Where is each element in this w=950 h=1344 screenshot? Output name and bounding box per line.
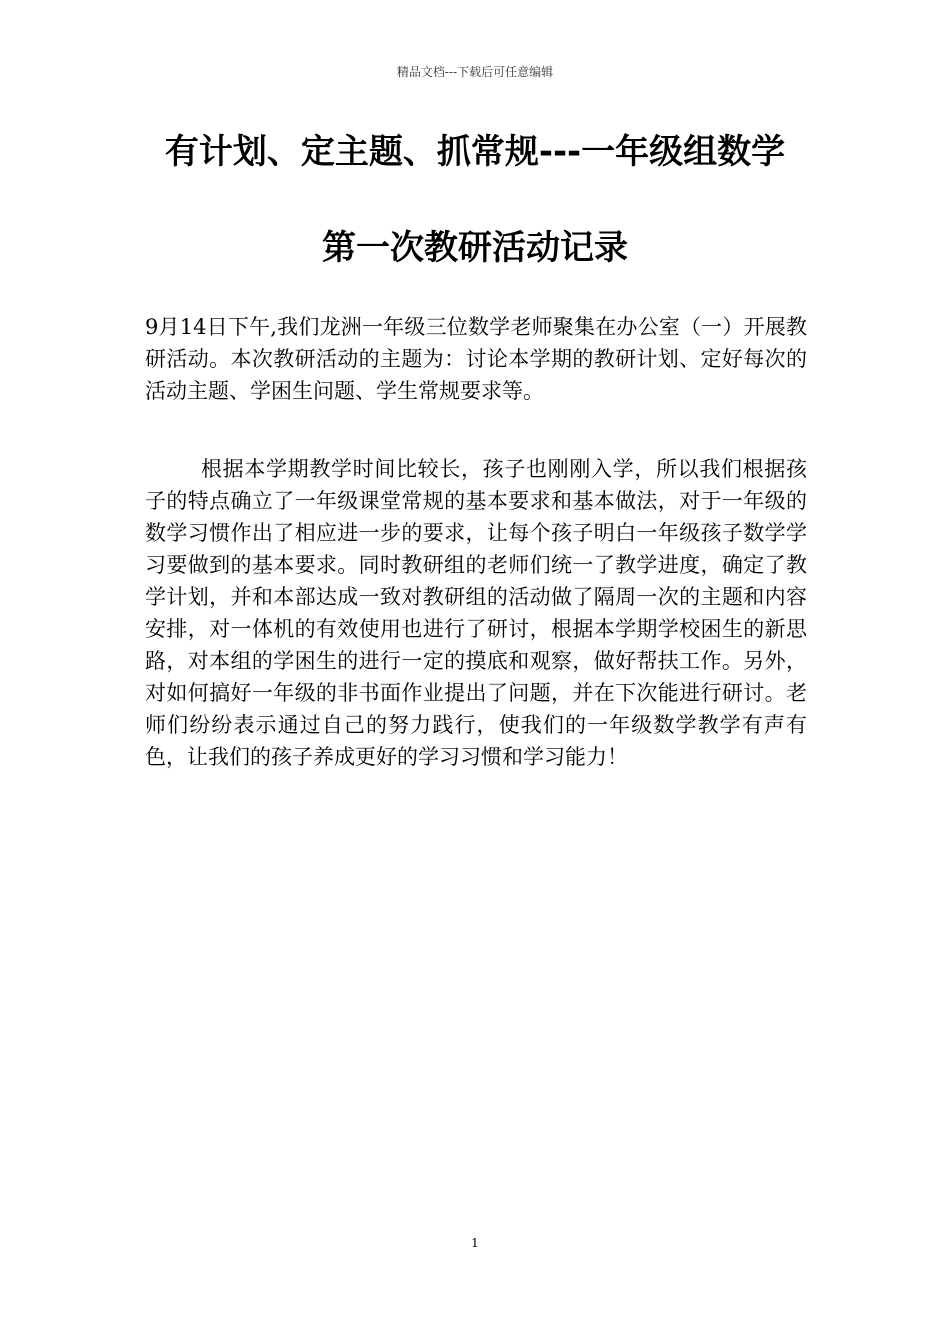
body-paragraph-2: 根据本学期教学时间比较长，孩子也刚刚入学，所以我们根据孩子的特点确立了一年级课堂常规的基本要求和基本做法，对于一年级的数学习惯作出了相应进一步的要求，让每个孩子明白一年级孩子数学学习要做到的基本要求。同时教研组的老师们统一了教学进度，确定了教学计划，并和本部达成一致对教研组的活动做了隔周一次的主题和内容安排，对一体机的有效使用也进行了研讨，根据本学期学校困生的新思路，对本组的学困生的进行一定的摸底和观察，做好帮扶工作。另外，对如何搞好一年级的非书面作业提出了问题，并在下次能进行研讨。老师们纷纷表示通过自己的努力践行，使我们的一年级数学教学有声有色，让我们的孩子养成更好的学习习惯和学习能力！ <box>145 457 807 769</box>
document-title-line-2: 第一次教研活动记录 <box>322 228 628 268</box>
page-number: 1 <box>471 1236 479 1250</box>
page-header: 精品文档---下载后可任意编辑 <box>396 65 554 79</box>
document-title-line-1: 有计划、定主题、抓常规---一年级组数学 <box>164 132 786 172</box>
body-paragraph-1: 9月14日下午,我们龙洲一年级三位数学老师聚集在办公室（一）开展教研活动。本次教研活动的主题为：讨论本学期的教研计划、定好每次的活动主题、学困生问题、学生常规要求等。 <box>145 315 807 403</box>
